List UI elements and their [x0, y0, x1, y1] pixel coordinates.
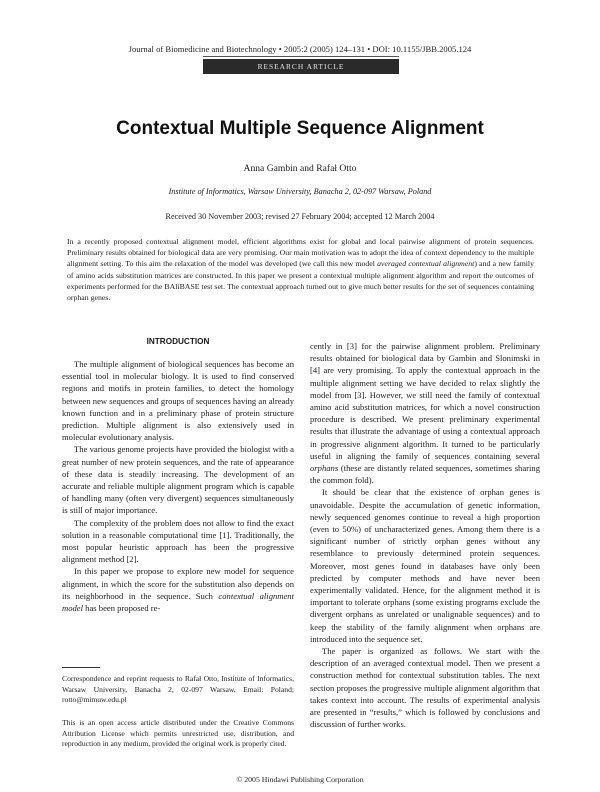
footnote-rule [62, 667, 100, 668]
section-heading-introduction: INTRODUCTION [146, 337, 210, 346]
paragraph-text: In this paper we propose to explore new model for sequence alignment, in which the score for the substitution also depends on its neighborhood in the sequence. Such [62, 566, 294, 601]
paragraph [62, 565, 294, 614]
article-title: Contextual Multiple Sequence Alignment [116, 118, 484, 139]
right-column [310, 340, 540, 731]
journal-header: Journal of Biomedicine and Biotechnology • 2005:2 (2005) 124–131 • DOI: 10.1155/JBB.2005.124 [128, 44, 472, 54]
license-footnote: This is an open access article distributed under the Creative Commons Attribution License which permits unrestricted use, distribution, and reproduction in any medium, provided the original work is properly cited. [62, 718, 294, 749]
affiliation: Institute of Informatics, Warsaw University, Banacha 2, 02-097 Warsaw, Poland [168, 187, 432, 196]
abstract-text-1: In a recently proposed contextual alignment model, efficient algorithms exist for global and local pairwise alignment of protein sequences. Preliminary results obtained for biological data are very promising. Our main motivation was to adopt the idea of context dependency to the multiple alignment setting. To this aim the relaxation of the model was developed (we call this new model [67, 237, 534, 269]
paragraph: The complexity of the problem does not allow to find the exact solution in a reasonable computational time [1]. Traditionally, the most popular heuristic approach has been the progressive alignment method [2]. [62, 517, 294, 565]
left-column [62, 358, 294, 614]
received-dates: Received 30 November 2003; revised 27 February 2004; accepted 12 March 2004 [165, 212, 435, 221]
correspondence-footnote: Correspondence and reprint requests to Rafał Otto, Institute of Informatics, Warsaw University, Banacha 2, 02-097 Warsaw, Email: Poland; rotto@mimuw.edu.pl [62, 674, 294, 705]
paragraph [310, 340, 540, 486]
banner-rule [203, 56, 399, 57]
article-type-banner: RESEARCH ARTICLE [203, 59, 399, 74]
paragraph: The various genome projects have provided the biologist with a great number of new protein sequences, and the rate of appearance of these data is steadily increasing. The development of an accurate and reliable multiple alignment program which is capable of handling many (often very divergent) sequences simultaneously is still of major importance. [62, 444, 294, 516]
authors: Anna Gambin and Rafał Otto [243, 163, 357, 174]
abstract-italic: averaged contextual alignment [377, 259, 475, 269]
paragraph-italic: orphans [310, 463, 339, 474]
copyright-footer: © 2005 Hindawi Publishing Corporation [236, 775, 364, 784]
paragraph: It should be clear that the existence of orphan genes is unavoidable. Despite the accumulation of genetic information, newly sequenced genomes continue to reveal a high proportion (even to 50%) of uncharacterized genes. Among them there is a significant number of strictly orphan genes without any resemblance to previously determined protein sequences. Moreover, most genes found in databases have only been predicted by computer methods and have never been experimentally validated. Hence, for the alignment method it is important to tolerate orphans (some existing programs exclude the divergent orphans as unrelated or unalignable sequences) and to keep the stability of the family alignment when orphans are introduced into the sequence set. [310, 487, 540, 644]
paragraph-italic: contextual alignment model [62, 590, 294, 614]
paragraph: The multiple alignment of biological sequences has become an essential tool in molecular biology. It is used to find conserved regions and motifs in protein families, to detect the homology between new sequences and groups of sequences having an already known function and in a preliminary phase of protein structure prediction. Multiple alignment is also extensively used in molecular evolutionary analysis. [62, 359, 294, 443]
paragraph: The paper is organized as follows. We start with the description of an averaged contextual model. Then we present a construction method for contextual substitution tables. The next section proposes the progressive multiple alignment algorithm that takes context into account. The results of experimental analysis are presented in “results,” which is followed by conclusions and discussion of further works. [310, 646, 540, 730]
abstract [67, 236, 534, 303]
paragraph-text: cently in [3] for the pairwise alignment problem. Preliminary results obtained for biological data by Gambin and Slonimski in [4] are very promising. To apply the contextual approach in the multiple alignment setting we have decided to relax slightly the model from [3]. However, we still need the family of contextual amino acid substitution matrices, for which a novel construction procedure is described. We present preliminary experimental results that illustrate the advantage of using a contextual approach in progressive alignment algorithm. It turned to be particularly useful in aligning the family of sequences containing several [310, 341, 540, 461]
abstract-text-2: ) and a new family of amino acids substitution matrices are constructed. In this paper we present a contextual multiple alignment algorithm and report the outcomes of experiments performed for the BAliBASE test set. The contextual approach turned out to give much better results for the set of sequences containing orphan genes. [67, 259, 534, 303]
paragraph-text: (these are distantly related sequences, sometimes sharing the common fold). [310, 463, 540, 486]
paragraph-text: has been proposed re- [83, 603, 161, 614]
